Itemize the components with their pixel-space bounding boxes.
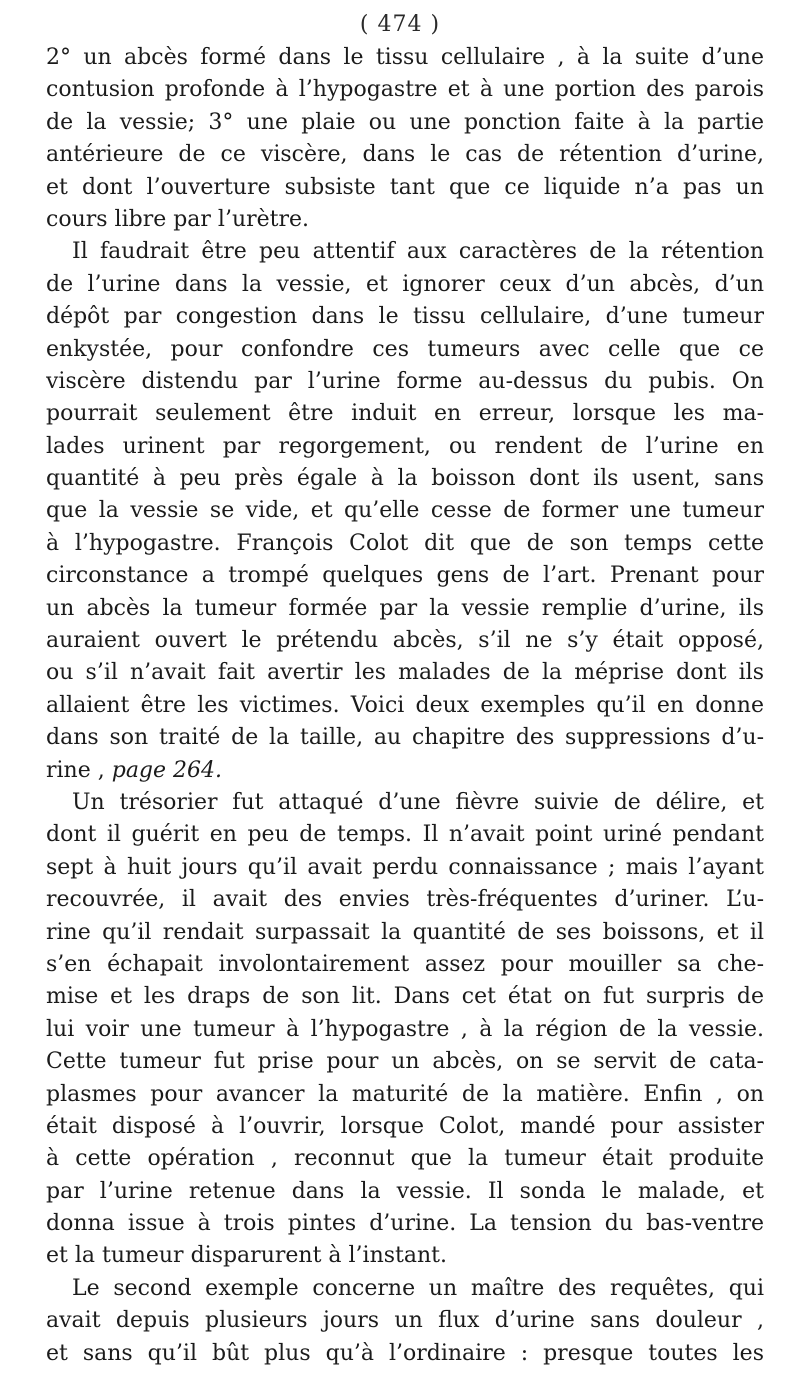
text-line-content: et sans qu’il bût plus qu’à l’ordinaire : presque toutes les bbox=[46, 1340, 764, 1366]
text-line bbox=[46, 172, 764, 204]
text-line bbox=[46, 657, 764, 689]
text-line bbox=[46, 1143, 764, 1175]
body-text bbox=[46, 42, 764, 1370]
text-line-content: plasmes pour avancer la maturité de la matière. Enfin , on bbox=[46, 1081, 764, 1107]
text-line bbox=[46, 1305, 764, 1337]
text-line-content: 2° un abcès formé dans le tissu cellulaire , à la suite d’une bbox=[46, 45, 764, 70]
text-line bbox=[46, 755, 764, 787]
text-line-content: s’en échapait involontairement assez pour mouiller sa che- bbox=[46, 951, 764, 977]
text-line bbox=[46, 269, 764, 301]
text-line-content: un abcès la tumeur formée par la vessie remplie d’urine, ils bbox=[46, 595, 764, 621]
text-line-content: par l’urine retenue dans la vessie. Il sonda le malade, et bbox=[46, 1178, 764, 1204]
text-line bbox=[46, 787, 764, 819]
text-line bbox=[46, 495, 764, 527]
text-line bbox=[46, 819, 764, 851]
text-line bbox=[46, 366, 764, 398]
text-line bbox=[46, 1111, 764, 1143]
text-line-content: était disposé à l’ouvrir, lorsque Colot, mandé pour assister bbox=[46, 1113, 764, 1139]
text-line bbox=[46, 1240, 764, 1272]
text-line-content: ou s’il n’avait fait avertir les malades de la méprise dont ils bbox=[46, 660, 764, 686]
text-line-content: allaient être les victimes. Voici deux exemples qu’il en donne bbox=[46, 692, 764, 718]
text-line-content: avait depuis plusieurs jours un flux d’urine sans douleur , bbox=[46, 1308, 764, 1334]
text-line bbox=[46, 398, 764, 430]
text-line-content: sept à huit jours qu’il avait perdu connaissance ; mais l’ayant bbox=[46, 854, 764, 880]
text-line-content: viscère distendu par l’urine forme au-dessus du pubis. On bbox=[46, 368, 764, 394]
text-line bbox=[46, 139, 764, 171]
text-line bbox=[46, 1338, 764, 1370]
text-line-content: Cette tumeur fut prise pour un abcès, on se servit de cata- bbox=[46, 1049, 764, 1075]
text-line bbox=[46, 42, 764, 74]
text-line-content: et dont l’ouverture subsiste tant que ce liquide n’a pas un bbox=[46, 174, 764, 200]
text-line-content: mise et les draps de son lit. Dans cet état on fut surpris de bbox=[46, 984, 764, 1010]
text-line-content: quantité à peu près égale à la boisson dont ils usent, sans bbox=[46, 466, 764, 492]
text-line bbox=[46, 1079, 764, 1111]
text-line bbox=[46, 593, 764, 625]
text-line bbox=[46, 949, 764, 981]
text-line-content: antérieure de ce viscère, dans le cas de rétention d’urine, bbox=[46, 142, 764, 168]
text-line bbox=[46, 463, 764, 495]
text-line bbox=[46, 74, 764, 106]
text-line bbox=[46, 981, 764, 1013]
text-line-content: lui voir une tumeur à l’hypogastre , à la région de la vessie. bbox=[46, 1016, 764, 1042]
text-line bbox=[46, 107, 764, 139]
page-reference: page 264. bbox=[111, 757, 223, 783]
text-line bbox=[46, 1014, 764, 1046]
text-line bbox=[46, 528, 764, 560]
text-line-content: Le second exemple concerne un maître des requêtes, qui bbox=[72, 1275, 764, 1301]
text-line bbox=[46, 204, 764, 236]
text-line-content: dans son traité de la taille, au chapitre des suppressions d’u- bbox=[46, 725, 764, 751]
text-line bbox=[46, 852, 764, 884]
text-line bbox=[46, 1273, 764, 1305]
text-line-content: Un trésorier fut attaqué d’une fièvre suivie de délire, et bbox=[72, 789, 764, 815]
text-line bbox=[46, 431, 764, 463]
text-line-content: rine qu’il rendait surpassait la quantité de ses boissons, et il bbox=[46, 919, 764, 945]
text-line-content: à cette opération , reconnut que la tumeur était produite bbox=[46, 1146, 764, 1172]
text-line-content: rine , bbox=[46, 757, 112, 783]
text-line-content: que la vessie se vide, et qu’elle cesse de former une tumeur bbox=[46, 498, 764, 524]
text-line-content: lades urinent par regorgement, ou rendent de l’urine en bbox=[46, 433, 764, 459]
text-line-content: pourrait seulement être induit en erreur, lorsque les ma- bbox=[46, 401, 764, 427]
text-line-content: Il faudrait être peu attentif aux caractères de la rétention bbox=[72, 239, 764, 265]
text-line bbox=[46, 625, 764, 657]
text-line-content: recouvrée, il avait des envies très-fréquentes d’uriner. L’u- bbox=[46, 887, 764, 913]
text-line bbox=[46, 884, 764, 916]
text-line-content: contusion profonde à l’hypogastre et à une portion des parois bbox=[46, 77, 764, 103]
text-line-content: dont il guérit en peu de temps. Il n’avait point uriné pendant bbox=[46, 822, 764, 848]
text-line bbox=[46, 917, 764, 949]
page-number: ( 474 ) bbox=[359, 12, 441, 37]
text-line-content: auraient ouvert le prétendu abcès, s’il ne s’y était opposé, bbox=[46, 628, 764, 654]
text-line bbox=[46, 722, 764, 754]
text-line bbox=[46, 334, 764, 366]
text-line-content: enkystée, pour confondre ces tumeurs avec celle que ce bbox=[46, 336, 764, 362]
text-line bbox=[46, 1046, 764, 1078]
text-line bbox=[46, 236, 764, 268]
text-line-content: de la vessie; 3° une plaie ou une ponction faite à la partie bbox=[46, 109, 764, 135]
text-line-content: à l’hypogastre. François Colot dit que de son temps cette bbox=[46, 530, 764, 556]
text-line bbox=[46, 560, 764, 592]
text-line-content: cours libre par l’urètre. bbox=[46, 206, 310, 232]
text-line-content: dépôt par congestion dans le tissu cellulaire, d’une tumeur bbox=[46, 304, 764, 330]
text-line bbox=[46, 1208, 764, 1240]
text-line-content: circonstance a trompé quelques gens de l’art. Prenant pour bbox=[46, 563, 764, 589]
text-line bbox=[46, 690, 764, 722]
text-line bbox=[46, 1176, 764, 1208]
text-line-content: donna issue à trois pintes d’urine. La tension du bas-ventre bbox=[46, 1211, 764, 1237]
text-line-content: de l’urine dans la vessie, et ignorer ceux d’un abcès, d’un bbox=[46, 271, 764, 297]
text-line bbox=[46, 301, 764, 333]
text-line-content: et la tumeur disparurent à l’instant. bbox=[46, 1243, 447, 1269]
